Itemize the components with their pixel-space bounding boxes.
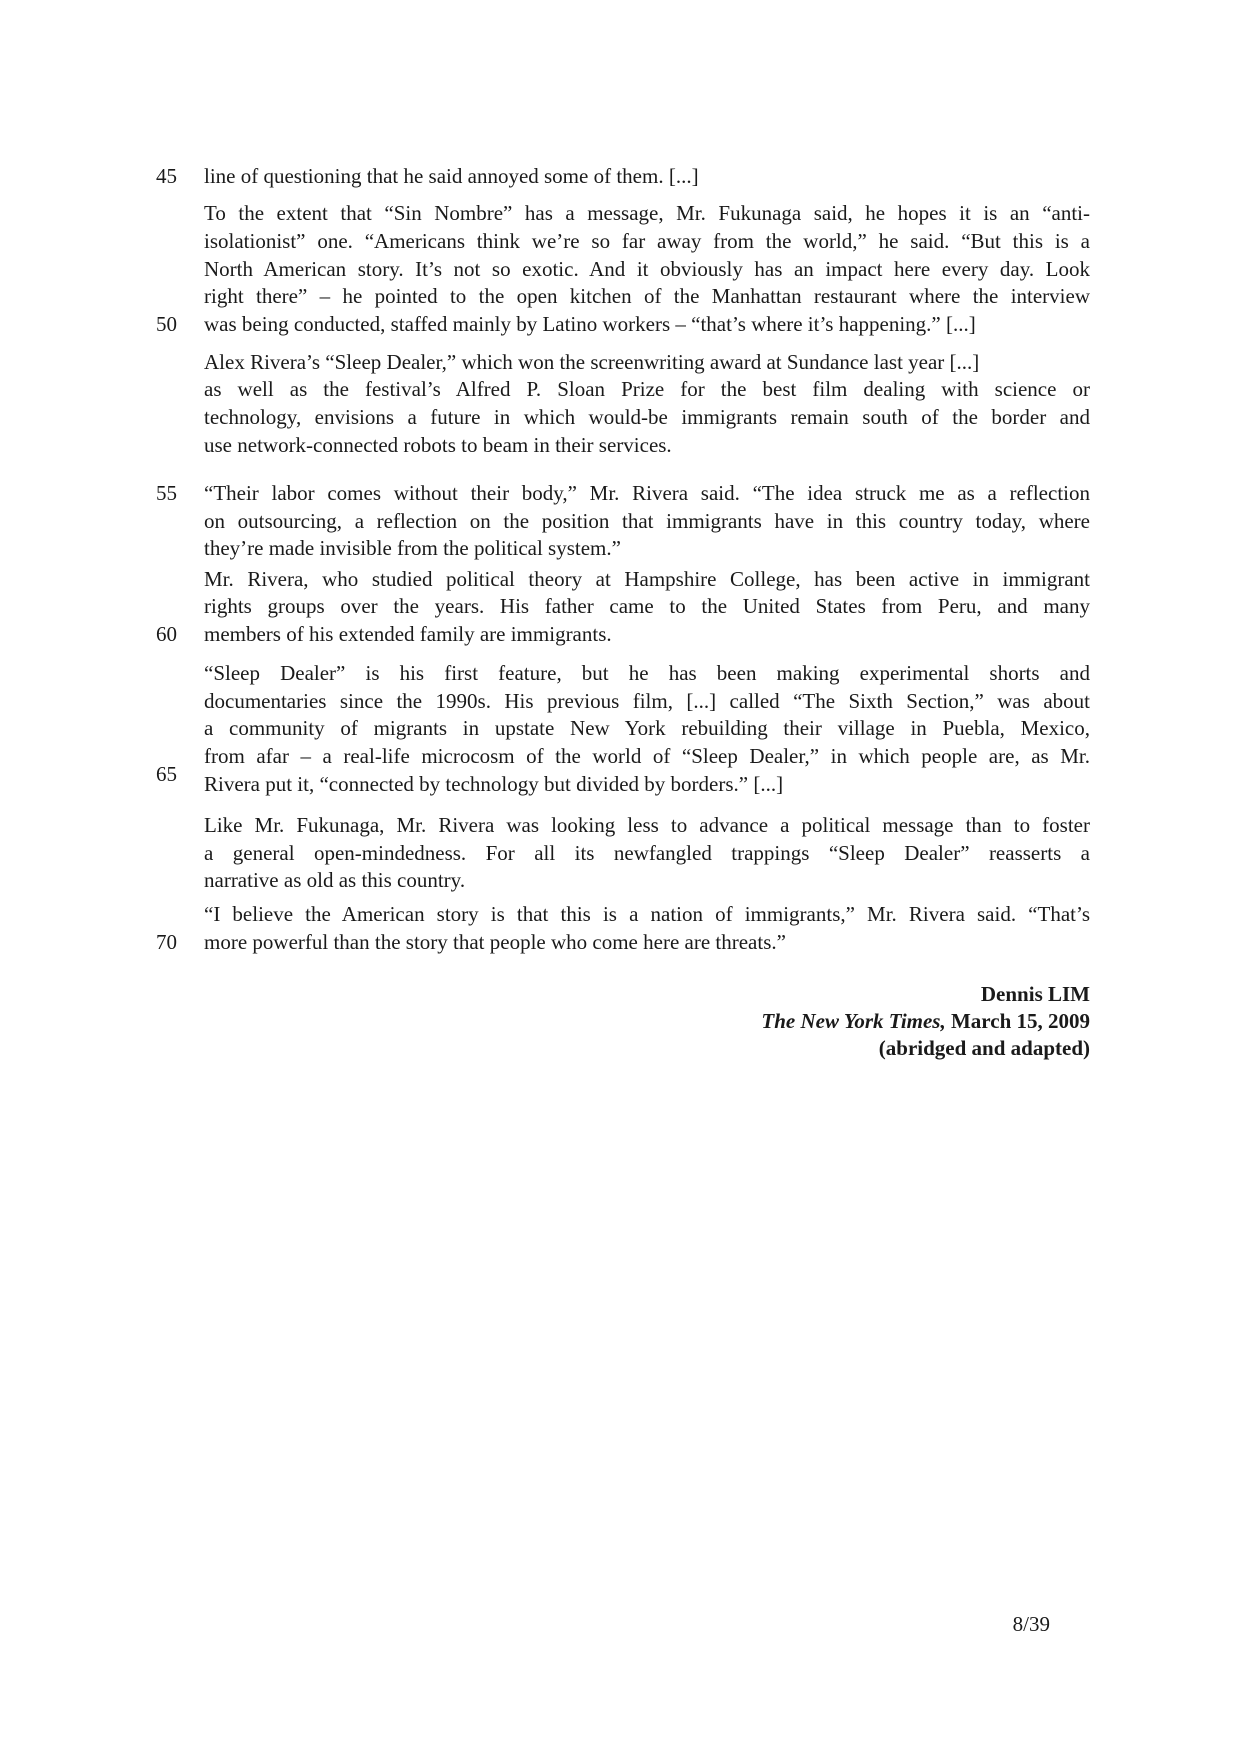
line-number: 70 [156, 930, 177, 954]
line-number: 50 [156, 312, 177, 336]
text-line: narrative as old as this country. [204, 868, 466, 892]
text-line: as well as the festival’s Alfred P. Sloan Prize for the best film dealing with science or [204, 377, 1090, 401]
text-line: To the extent that “Sin Nombre” has a message, Mr. Fukunaga said, he hopes it is an “anti- [204, 201, 1090, 225]
publication-name: The New York Times, [761, 1009, 946, 1033]
text-line: “Sleep Dealer” is his first feature, but he has been making experimental shorts and [204, 661, 1090, 685]
text-line: North American story. It’s not so exotic. And it obviously has an impact here every day. Look [204, 257, 1090, 281]
text-line: line of questioning that he said annoyed some of them. [...] [204, 164, 699, 188]
text-line: Like Mr. Fukunaga, Mr. Rivera was looking less to advance a political message than to foster [204, 813, 1090, 837]
text-line: technology, envisions a future in which would-be immigrants remain south of the border and [204, 405, 1090, 429]
source-line [761, 1007, 1090, 1035]
line-number: 55 [156, 481, 177, 505]
text-line: use network-connected robots to beam in their services. [204, 433, 672, 457]
text-line: more powerful than the story that people who come here are threats.” [204, 930, 786, 954]
text-line: a general open-mindedness. For all its newfangled trappings “Sleep Dealer” reasserts a [204, 841, 1090, 865]
text-line: rights groups over the years. His father came to the United States from Peru, and many [204, 594, 1090, 618]
text-line: members of his extended family are immigrants. [204, 622, 612, 646]
text-line: on outsourcing, a reflection on the position that immigrants have in this country today, where [204, 509, 1090, 533]
line-number: 45 [156, 164, 177, 188]
text-line: “Their labor comes without their body,” Mr. Rivera said. “The idea struck me as a reflection [204, 481, 1090, 505]
text-line: isolationist” one. “Americans think we’re so far away from the world,” he said. “But this is a [204, 229, 1090, 253]
page-number: 8/39 [1012, 1612, 1050, 1636]
line-number: 65 [156, 762, 177, 786]
publication-date: March 15, 2009 [945, 1009, 1090, 1033]
author-name: Dennis LIM [980, 982, 1090, 1006]
text-line: Rivera put it, “connected by technology but divided by borders.” [...] [204, 772, 784, 796]
line-number: 60 [156, 622, 177, 646]
adaptation-note: (abridged and adapted) [878, 1036, 1090, 1060]
text-line: Mr. Rivera, who studied political theory at Hampshire College, has been active in immigrant [204, 567, 1090, 591]
text-line: from afar – a real-life microcosm of the world of “Sleep Dealer,” in which people are, as Mr. [204, 744, 1090, 768]
text-line: documentaries since the 1990s. His previous film, [...] called “The Sixth Section,” was about [204, 689, 1090, 713]
text-line: was being conducted, staffed mainly by Latino workers – “that’s where it’s happening.” [...] [204, 312, 976, 336]
text-line: “I believe the American story is that this is a nation of immigrants,” Mr. Rivera said. “That’s [204, 902, 1090, 926]
text-line: a community of migrants in upstate New York rebuilding their village in Puebla, Mexico, [204, 716, 1090, 740]
text-line: they’re made invisible from the political system.” [204, 536, 621, 560]
text-line: Alex Rivera’s “Sleep Dealer,” which won the screenwriting award at Sundance last year [...] [204, 350, 980, 374]
text-line: right there” – he pointed to the open kitchen of the Manhattan restaurant where the interview [204, 284, 1090, 308]
